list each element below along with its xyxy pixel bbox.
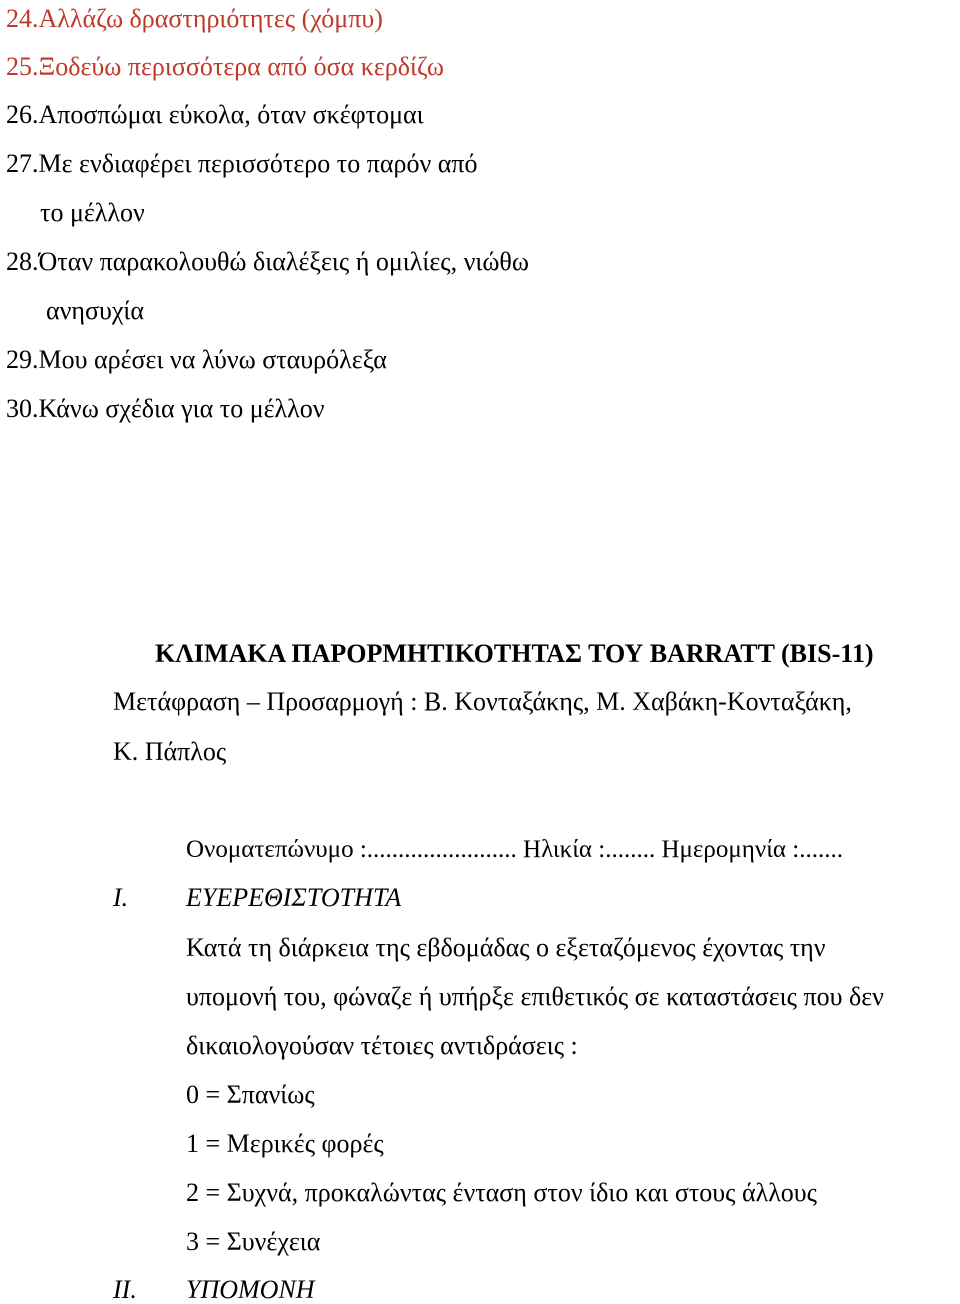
section-numeral: II. [113,1275,137,1304]
form-fields-line: Ονοματεπώνυμο :........................ Ηλικία :........ Ημερομηνία :....... [186,836,843,863]
section-heading: ΥΠΟΜΟΝΗ [186,1275,315,1304]
rating-option: 2 = Συχνά, προκαλώντας ένταση στον ίδιο και στους άλλους [186,1178,817,1207]
rating-option: 0 = Σπανίως [186,1080,315,1109]
list-item-number: 29. [6,345,39,374]
list-item-text: Ξοδεύω περισσότερα από όσα κερδίζω [38,52,444,81]
list-item-29 [6,347,387,373]
translation-credits: Μετάφραση – Προσαρμογή : Β. Κονταξάκης, Μ. Χαβάκη-Κονταξάκη, [113,687,852,716]
rating-option: 1 = Μερικές φορές [186,1129,384,1158]
list-item-number: 24. [6,4,39,33]
list-item-text: Αποσπώμαι εύκολα, όταν σκέφτομαι [38,100,424,129]
list-item-text: Μου αρέσει να λύνω σταυρόλεξα [38,345,387,374]
list-item-number: 26. [6,100,39,129]
list-item-text: Αλλάζω δραστηριότητες (χόμπυ) [38,4,383,33]
list-item-25 [6,54,444,80]
section-description-line: δικαιολογούσαν τέτοιες αντιδράσεις : [186,1031,578,1060]
section-description-line: υπομονή του, φώναζε ή υπήρξε επιθετικός σε καταστάσεις που δεν [186,982,884,1011]
section-heading: ΕΥΕΡΕΘΙΣΤΟΤΗΤΑ [186,883,402,912]
list-item-27 [6,151,477,177]
list-item-number: 28. [6,247,39,276]
list-item-24 [6,6,383,32]
section-numeral: I. [113,883,129,912]
list-item-text: Με ενδιαφέρει περισσότερο το παρόν από [38,149,478,178]
list-item-26 [6,102,424,128]
list-item-number: 27. [6,149,39,178]
list-item-30 [6,396,325,422]
list-item-28-continuation: ανησυχία [46,296,145,325]
translation-credits-continuation: Κ. Πάπλος [113,737,227,766]
section-description-line: Κατά τη διάρκεια της εβδομάδας ο εξεταζόμενος έχοντας την [186,933,826,962]
list-item-text: Όταν παρακολουθώ διαλέξεις ή ομιλίες, νιώθω [38,247,529,276]
rating-option: 3 = Συνέχεια [186,1227,321,1256]
list-item-27-continuation: το μέλλον [40,198,145,227]
list-item-number: 25. [6,52,39,81]
list-item-28 [6,249,529,275]
scale-title: ΚΛΙΜΑΚΑ ΠΑΡΟΡΜΗΤΙΚΟΤΗΤΑΣ ΤΟΥ BARRATT (BIS-11) [155,639,874,668]
list-item-number: 30. [6,394,39,423]
list-item-text: Κάνω σχέδια για το μέλλον [38,394,325,423]
